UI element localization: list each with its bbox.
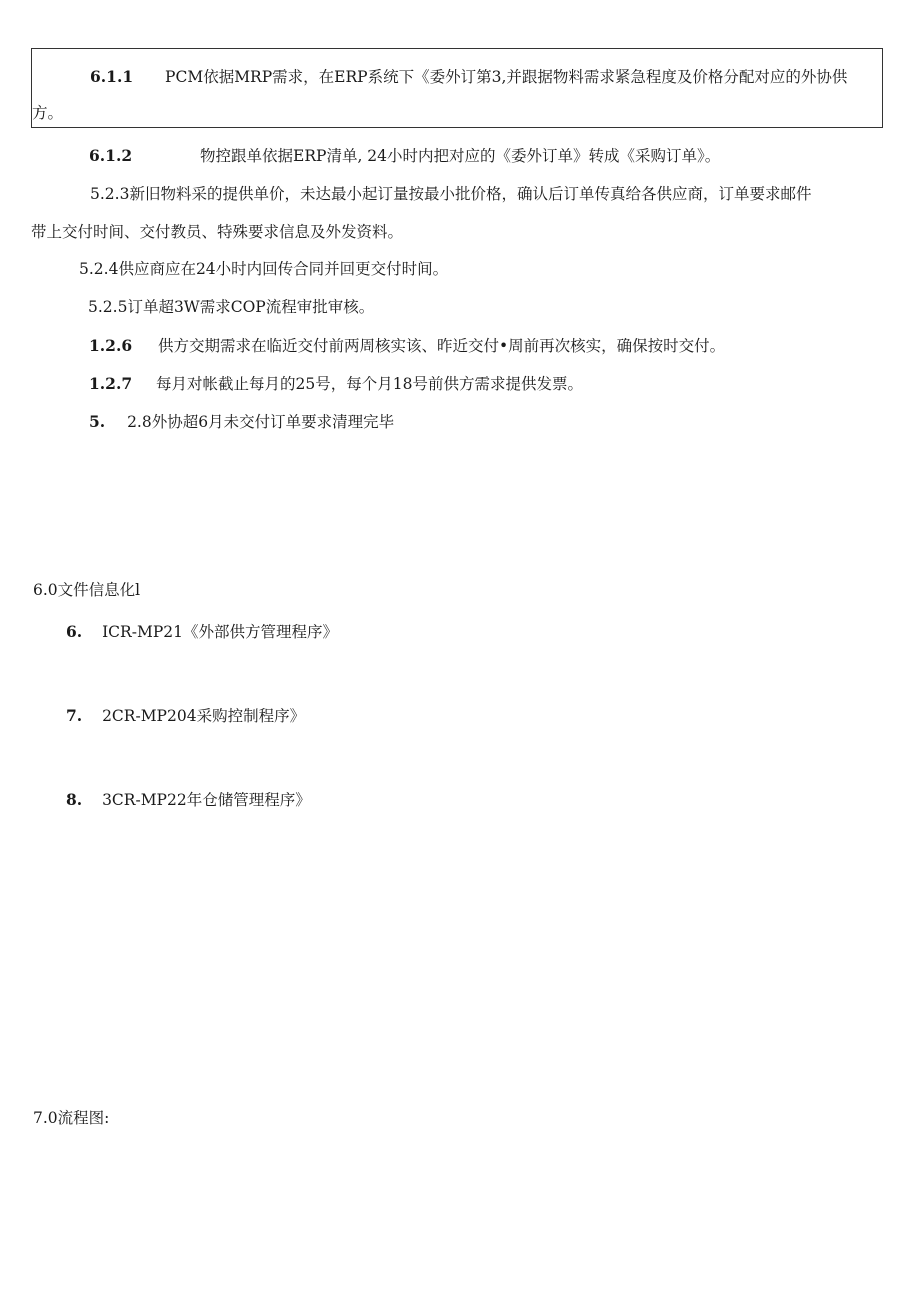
reference-item	[66, 622, 338, 642]
item-text: 每月对帐截止每月的25号，每个月18号前供方需求提供发票。	[156, 375, 583, 393]
reference-item	[66, 790, 311, 810]
item-number: 1.2.7	[89, 374, 133, 393]
reference-item	[66, 706, 305, 726]
item-text: 供方交期需求在临近交付前两周核实该、昨近交付•周前再次核实，确保按时交付。	[158, 337, 726, 355]
ref-text: 3CR-MP22年仓储管理程序》	[102, 791, 311, 809]
item-6-1-2	[89, 146, 720, 166]
item-number: 5.	[89, 412, 106, 431]
boxed-paragraph	[31, 48, 883, 128]
item-5-2-4: 5.2.4供应商应在24小时内回传合同并回更交付时间。	[79, 260, 449, 278]
item-1-2-6	[89, 336, 725, 356]
item-number: 6.1.1	[90, 67, 134, 86]
ref-text: 2CR-MP204采购控制程序》	[102, 707, 306, 725]
ref-number: 8.	[66, 790, 83, 809]
item-number: 6.1.2	[89, 146, 133, 165]
item-number: 1.2.6	[89, 336, 133, 355]
item-text: 2.8外协超6月未交付订单要求清理完毕	[127, 413, 395, 431]
item-5-2-8	[89, 412, 394, 432]
item-text: PCM依据MRP需求，在ERP系统下《委外订第3,并跟据物料需求紧急程度及价格分配对应的外协供	[165, 68, 848, 86]
section-6-heading: 6.0文件信息化l	[33, 581, 141, 599]
item-5-2-3-line2: 带上交付时间、交付教员、特殊要求信息及外发资料。	[31, 223, 404, 241]
item-6-1-1-line2: 方。	[32, 104, 64, 122]
section-7-heading: 7.0流程图:	[33, 1109, 110, 1127]
ref-number: 7.	[66, 706, 83, 725]
item-1-2-7	[89, 374, 583, 394]
item-5-2-5: 5.2.5订单超3W需求COP流程审批审核。	[88, 298, 375, 316]
item-5-2-3-line1: 5.2.3新旧物料采的提供单价，未达最小起订量按最小批价格，确认后订单传真给各供应商，订单要求邮件	[90, 185, 812, 203]
item-6-1-1-line1	[90, 67, 847, 87]
ref-number: 6.	[66, 622, 83, 641]
ref-text: ICR-MP21《外部供方管理程序》	[102, 623, 338, 641]
item-text: 物控跟单依据ERP清单, 24小时内把对应的《委外订单》转成《采购订单》。	[200, 147, 721, 165]
